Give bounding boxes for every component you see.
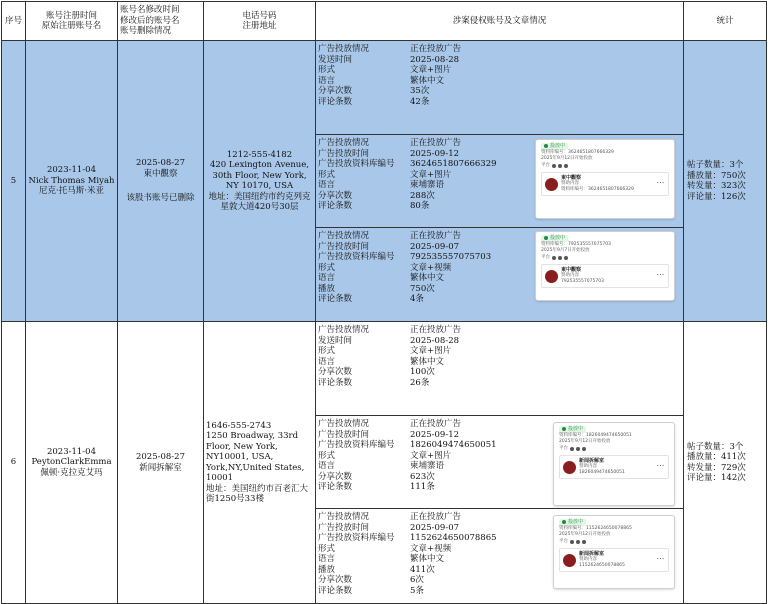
header-cases: 涉案侵权账号及文章情况	[316, 2, 684, 41]
seq-cell: 5	[2, 41, 26, 322]
registration-cell: 2023-11-04 PeytonClarkEmma 佩顿·克拉克艾玛	[26, 322, 118, 604]
more-icon: ···	[656, 273, 665, 278]
stats-cell: 帖子数量：3个 播放量：750次 转发量：323次 评论量：126次	[684, 41, 767, 322]
facebook-icon	[552, 164, 556, 168]
ad-details: 广告投放情况 正在投放广告 广告投放时间 2025-09-12 广告投放资料库编号 1826049474650051 形式 文章+图片 语言 柬埔寨语 分享次数 623次 评论条数 111条	[318, 419, 497, 492]
check-icon	[544, 236, 548, 240]
ads-cell	[316, 322, 684, 604]
ad-details: 广告投放情况 正在投放广告 广告投放时间 2025-09-07 广告投放资料库编号 1152624650078865 形式 文章+视频 语言 繁体中文 播放 411次 分享次数 6次 评论条数 5条	[318, 512, 497, 596]
registration-cell: 2023-11-04 Nick Thomas Miyah 尼克·托马斯·米亚	[26, 41, 118, 322]
messenger-icon	[582, 540, 586, 544]
avatar	[545, 178, 558, 191]
instagram-icon	[576, 447, 580, 451]
status-badge: 投放中	[559, 426, 586, 433]
ads-cell	[316, 41, 684, 322]
ad-details: 广告投放情况 正在投放广告 广告投放时间 2025-09-07 广告投放资料库编号 792535557075703 形式 文章+视频 语言 繁体中文 播放 750次 评论条数 4条	[318, 231, 492, 304]
avatar	[563, 554, 576, 567]
messenger-icon	[564, 256, 568, 260]
ad-block	[316, 41, 683, 135]
messenger-icon	[582, 447, 586, 451]
status-badge: 投放中	[559, 519, 586, 526]
check-icon	[544, 144, 548, 148]
header-phone: 电话号码 注册地址	[204, 2, 316, 41]
status-badge: 投放中	[541, 235, 568, 242]
table-row	[2, 322, 767, 604]
post-preview: 新闻拆解室 赞助内容 1152624650078865 ···	[559, 548, 669, 572]
ad-screenshot: 投放中 资料库编号：1152624650078865 2025年9月12日开始投放 平台 新闻拆解室 赞助内容 1152624650078865 ···	[553, 515, 675, 589]
evidence-table	[1, 1, 767, 604]
modification-cell: 2025-08-27 新闻拆解室	[118, 322, 204, 604]
facebook-icon	[570, 540, 574, 544]
check-icon	[562, 520, 566, 524]
ad-details: 广告投放情况 正在投放广告 发送时间 2025-08-28 形式 文章+图片 语言 繁体中文 分享次数 100次 评论条数 26条	[318, 325, 462, 388]
header-modification: 账号名修改时间 修改后的账号名 账号删除情况	[118, 2, 204, 41]
instagram-icon	[558, 164, 562, 168]
check-icon	[562, 427, 566, 431]
instagram-icon	[558, 256, 562, 260]
ad-block	[316, 322, 683, 416]
header-row	[2, 2, 767, 41]
ad-block	[316, 509, 683, 603]
ad-details: 广告投放情况 正在投放广告 发送时间 2025-08-28 形式 文章+图片 语言 繁体中文 分享次数 35次 评论条数 42条	[318, 44, 462, 107]
phone-address-cell: 1212-555-4182 420 Lexington Avenue, 30th Floor, New York, NY 10170, USA 地址：美国纽约市约克列克星敦大道420号30层	[204, 41, 316, 322]
messenger-icon	[564, 164, 568, 168]
ad-screenshot: 投放中 资料库编号：3624651807666329 2025年9月12日开始投放 平台 東中觀察 赞助内容 资料库编号：3624651807666329 ···	[535, 139, 675, 219]
status-badge: 投放中	[541, 143, 568, 150]
post-preview: 東中觀察 赞助内容 资料库编号：3624651807666329 ···	[541, 172, 669, 196]
avatar	[545, 270, 558, 283]
more-icon: ···	[656, 181, 665, 186]
header-seq: 序号	[2, 2, 26, 41]
ad-block	[316, 228, 683, 321]
facebook-icon	[570, 447, 574, 451]
facebook-icon	[552, 256, 556, 260]
stats-cell: 帖子数量：3个 播放量：411次 转发量：729次 评论量：142次	[684, 322, 767, 604]
ad-block	[316, 416, 683, 509]
modification-cell: 2025-08-27 東中觀察 该股书账号已删除	[118, 41, 204, 322]
seq-cell: 6	[2, 322, 26, 604]
table-row	[2, 41, 767, 322]
ad-block	[316, 135, 683, 228]
more-icon: ···	[656, 464, 665, 469]
ad-screenshot: 投放中 资料库编号：1826049474650051 2025年9月12日开始投放 平台 新闻拆解室 赞助内容 1826049474650051 ···	[553, 422, 675, 506]
header-registration: 账号注册时间 原始注册账号名	[26, 2, 118, 41]
post-preview: 東中觀察 赞助内容 792535557075703 ···	[541, 264, 669, 288]
ad-details: 广告投放情况 正在投放广告 广告投放时间 2025-09-12 广告投放资料库编号 3624651807666329 形式 文章+图片 语言 柬埔寨语 分享次数 288次 评论条数 80条	[318, 138, 497, 211]
instagram-icon	[576, 540, 580, 544]
header-stats: 统计	[684, 2, 767, 41]
ad-screenshot: 投放中 资料库编号：792535557075703 2025年9月7日开始投放 平台 東中觀察 赞助内容 792535557075703 ···	[535, 231, 675, 301]
avatar	[563, 461, 576, 474]
post-preview: 新闻拆解室 赞助内容 1826049474650051 ···	[559, 455, 669, 479]
more-icon: ···	[656, 557, 665, 562]
phone-address-cell: 1646-555-2743 1250 Broadway, 33rd Floor, New York, NY10001, USA, York,NY,United States, 10001 地址：美国纽约市百老汇大街1250号33楼	[204, 322, 316, 604]
